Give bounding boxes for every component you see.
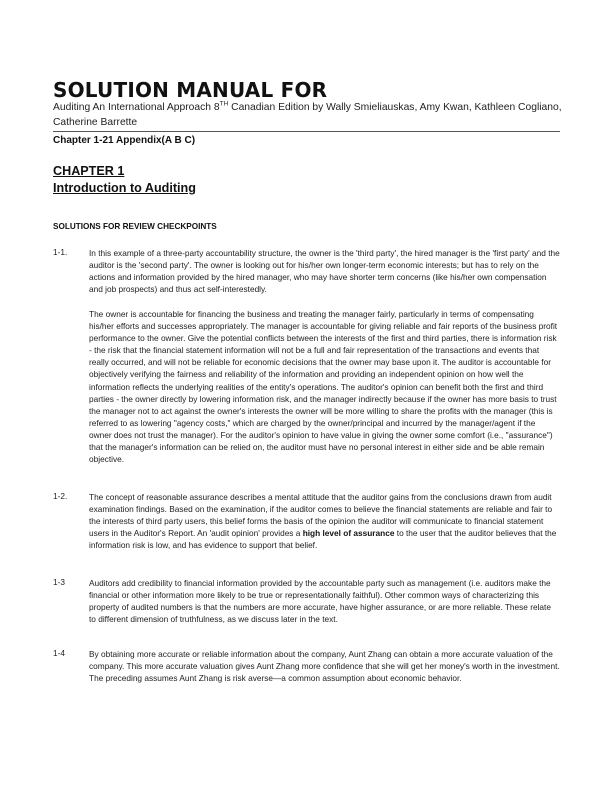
item-number-1-2: 1-2. [53, 491, 68, 501]
book-subtitle [53, 100, 563, 130]
item-number-1-4: 1-4 [53, 648, 65, 658]
document-title: SOLUTION MANUAL FOR [53, 78, 328, 102]
item-number-1-3: 1-3 [53, 577, 65, 587]
item-1-2-text-post: to the user that the auditor believes that the information risk is low, and has evidence to support that belief. [89, 528, 557, 551]
chapter-number: CHAPTER 1 [53, 164, 125, 178]
chapters-line: Chapter 1-21 Appendix(A B C) [53, 135, 196, 146]
item-1-3-paragraph: Auditors add credibility to financial information provided by the accountable party such as management (i.e. auditors make the financial or other information more likely to be true or representationally faithful). Other common ways of characterizing this property of audited numbers is that the numbers are more accurate, have higher assurance, or are more reliable. These relate to different dimension of truthfulness, as we discuss later in the text. [89, 578, 551, 625]
item-1-2-text-pre: The concept of reasonable assurance describes a mental attitude that the auditor gains from the conclusions drawn from audit examination findings. Based on the examination, if the auditor comes to believe the financial statements are reliable and fair to the interests of third party users, this belief forms the basis of the opinion the auditor will communicate to financial statement users in the Auditor's Report. An 'audit opinion' provides a [89, 492, 553, 539]
item-1-1-paragraph-2: The owner is accountable for financing the business and treating the manager fairly, particularly in terms of compensating his/her efforts and successes appropriately. The manager is accountable for giving reliable and fair reports of the business profit performance to the owner. Give the potential conflicts between the interests of the first and third parties, there is information risk - the risk that the financial statement information will not be a full and fair representation of the transactions and events that really occurred, and will not be reliable for economic decisions that the owner may base upon it. The auditor is accountable for objectively verifying the fairness and reliability of the information and providing an independent opinion on how well the information reflects the underlying realities of the entity's operations. The auditor's opinion can benefit both the first and third parties - the owner directly by lowering information risk, and the manager indirectly because if the owner has more basis to trust the manager not to act against the owner's interests the owner will be more willing to share the profits with the manager (this is referred to as lowering "agency costs," which are charged by the owner/principal and incurred by the manager/agent if the owner does not trust the manager). For the auditor's opinion to have value in giving the owner some comfort (i.e., "assurance") that the manager's information can be relied on, the auditor must have no personal interest in either side and be able remain objective. [89, 309, 558, 465]
item-1-1-paragraph-1: In this example of a three-party accountability structure, the owner is the 'third party', the hired manager is the 'first party' and the auditor is the 'second party'. The owner is looking out for his/her own longer-term economic interests; but has to rely on the actions and information provided by the hired manager, who may have shorter term concerns (like his/her own compensation and job prospects) and thus act self-interestedly. [89, 248, 560, 295]
section-heading: SOLUTIONS FOR REVIEW CHECKPOINTS [53, 222, 217, 231]
subtitle-text-post: Canadian Edition by Wally Smieliauskas, Amy Kwan, Kathleen Cogliano, Catherine Barrette [53, 102, 562, 128]
item-1-2-bold-text: high level of assurance [302, 528, 395, 539]
header-divider [53, 131, 560, 132]
item-1-2-paragraph [89, 491, 560, 551]
chapter-title: Introduction to Auditing [53, 181, 196, 195]
item-number-1-1: 1-1. [53, 247, 68, 257]
subtitle-text-pre: Auditing An International Approach 8 [53, 102, 220, 113]
item-1-4-paragraph: By obtaining more accurate or reliable information about the company, Aunt Zhang can obtain a more accurate valuation of the company. This more accurate valuation gives Aunt Zhang more confidence that she will get her money's worth in the investment. The preceding assumes Aunt Zhang is risk averse—a common assumption about economic behavior. [89, 649, 560, 684]
edition-superscript: TH [219, 100, 229, 108]
